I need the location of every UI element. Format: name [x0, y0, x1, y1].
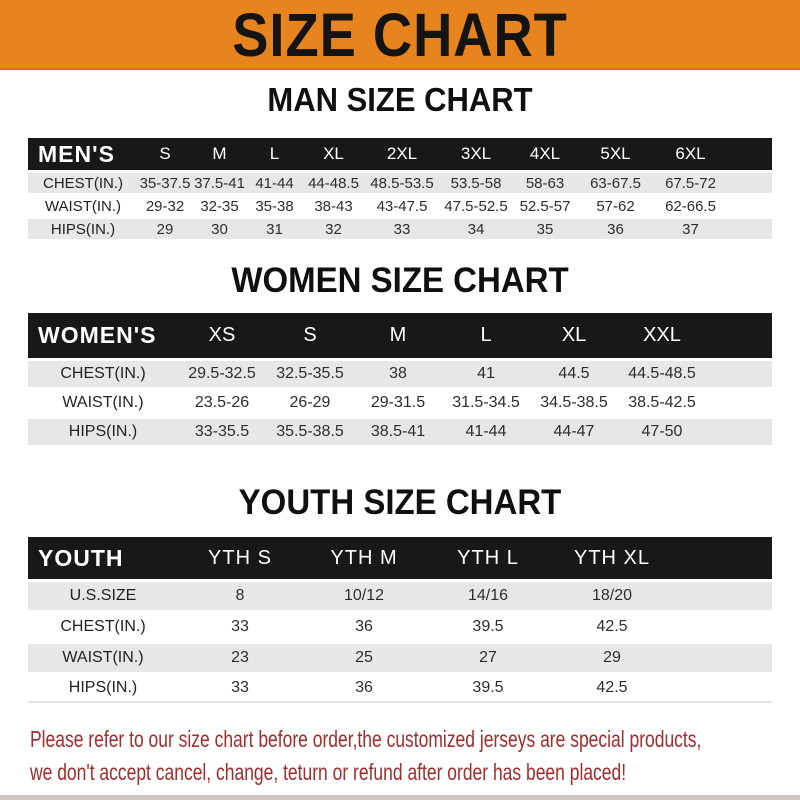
row-label: HIPS(IN.) [28, 216, 138, 239]
size-cell: 33-35.5 [178, 416, 266, 445]
table-row [28, 579, 772, 610]
size-cell: 33 [178, 672, 302, 703]
size-column-header: M [192, 138, 247, 170]
size-cell: 35.5-38.5 [266, 416, 354, 445]
bottom-edge-strip [0, 795, 800, 800]
size-cell: 38.5-41 [354, 416, 442, 445]
size-column-header: XL [302, 138, 365, 170]
size-cell: 36 [302, 672, 426, 703]
row-label: U.S.SIZE [28, 579, 178, 610]
table-row [28, 358, 772, 387]
women-header-row [28, 313, 772, 358]
size-cell: 33 [365, 216, 439, 239]
spacer-cell [727, 216, 772, 239]
size-cell: 43-47.5 [365, 193, 439, 216]
size-column-header: M [354, 313, 442, 358]
youth-size-heading: YOUTH SIZE CHART [238, 481, 562, 522]
row-label: WAIST(IN.) [28, 193, 138, 216]
spacer-cell [706, 416, 772, 445]
size-column-header: L [247, 138, 302, 170]
size-cell: 29.5-32.5 [178, 358, 266, 387]
size-cell: 53.5-58 [439, 170, 513, 193]
size-cell: 36 [302, 610, 426, 641]
table-row [28, 387, 772, 416]
women-size-table [28, 313, 772, 445]
size-column-header: XL [530, 313, 618, 358]
table-label: WOMEN'S [28, 313, 178, 358]
size-cell: 47-50 [618, 416, 706, 445]
size-cell: 48.5-53.5 [365, 170, 439, 193]
table-label: MEN'S [28, 138, 138, 170]
disclaimer [30, 723, 800, 789]
size-column-header: 6XL [654, 138, 727, 170]
size-cell: 29 [138, 216, 192, 239]
women-size-section [0, 259, 800, 445]
size-cell: 25 [302, 641, 426, 672]
size-cell: 37 [654, 216, 727, 239]
size-column-header: YTH M [302, 537, 426, 579]
spacer-cell [706, 358, 772, 387]
size-column-header: XXL [618, 313, 706, 358]
spacer-cell [674, 672, 772, 703]
size-column-header: S [266, 313, 354, 358]
row-label: HIPS(IN.) [28, 672, 178, 703]
size-cell: 38 [354, 358, 442, 387]
row-label: WAIST(IN.) [28, 641, 178, 672]
size-column-header: YTH L [426, 537, 550, 579]
size-cell: 29-32 [138, 193, 192, 216]
size-cell: 67.5-72 [654, 170, 727, 193]
table-label: YOUTH [28, 537, 178, 579]
size-column-header: XS [178, 313, 266, 358]
size-cell: 33 [178, 610, 302, 641]
size-cell: 42.5 [550, 610, 674, 641]
youth-header-row [28, 537, 772, 579]
youth-size-section [0, 481, 800, 703]
size-cell: 44.5 [530, 358, 618, 387]
banner-title: SIZE CHART [232, 0, 568, 69]
size-cell: 36 [577, 216, 654, 239]
size-cell: 44-48.5 [302, 170, 365, 193]
size-cell: 10/12 [302, 579, 426, 610]
men-header-row [28, 138, 772, 170]
size-column-header: YTH XL [550, 537, 674, 579]
size-cell: 44.5-48.5 [618, 358, 706, 387]
table-row [28, 216, 772, 239]
size-column-header: 4XL [513, 138, 577, 170]
table-row [28, 416, 772, 445]
size-cell: 35-37.5 [138, 170, 192, 193]
size-cell: 38-43 [302, 193, 365, 216]
youth-size-table [28, 537, 772, 703]
size-cell: 29 [550, 641, 674, 672]
size-cell: 32.5-35.5 [266, 358, 354, 387]
men-size-table [28, 138, 772, 239]
size-cell: 23.5-26 [178, 387, 266, 416]
size-cell: 37.5-41 [192, 170, 247, 193]
size-cell: 34.5-38.5 [530, 387, 618, 416]
row-label: HIPS(IN.) [28, 416, 178, 445]
size-cell: 41-44 [247, 170, 302, 193]
size-cell: 29-31.5 [354, 387, 442, 416]
size-column-header: 2XL [365, 138, 439, 170]
size-cell: 27 [426, 641, 550, 672]
size-cell: 39.5 [426, 672, 550, 703]
spacer-cell [727, 170, 772, 193]
size-cell: 63-67.5 [577, 170, 654, 193]
spacer-cell [674, 579, 772, 610]
size-cell: 31.5-34.5 [442, 387, 530, 416]
spacer-cell [674, 537, 772, 579]
size-column-header: YTH S [178, 537, 302, 579]
size-cell: 31 [247, 216, 302, 239]
disclaimer-line-2: we don't accept cancel, change, teturn or refund after order has been placed! [30, 759, 627, 785]
size-cell: 41 [442, 358, 530, 387]
size-cell: 52.5-57 [513, 193, 577, 216]
row-label: CHEST(IN.) [28, 170, 138, 193]
man-size-section [0, 80, 800, 239]
size-cell: 26-29 [266, 387, 354, 416]
size-cell: 18/20 [550, 579, 674, 610]
spacer-cell [706, 387, 772, 416]
size-cell: 39.5 [426, 610, 550, 641]
size-cell: 38.5-42.5 [618, 387, 706, 416]
size-column-header: 5XL [577, 138, 654, 170]
row-label: CHEST(IN.) [28, 358, 178, 387]
spacer-cell [727, 193, 772, 216]
size-cell: 58-63 [513, 170, 577, 193]
size-cell: 34 [439, 216, 513, 239]
size-cell: 30 [192, 216, 247, 239]
row-label: WAIST(IN.) [28, 387, 178, 416]
charts-main [0, 80, 800, 703]
size-column-header: L [442, 313, 530, 358]
table-row [28, 672, 772, 703]
size-column-header: 3XL [439, 138, 513, 170]
size-cell: 47.5-52.5 [439, 193, 513, 216]
spacer-cell [727, 138, 772, 170]
size-cell: 44-47 [530, 416, 618, 445]
women-size-heading: WOMEN SIZE CHART [231, 259, 569, 300]
size-cell: 8 [178, 579, 302, 610]
row-label: CHEST(IN.) [28, 610, 178, 641]
size-cell: 32 [302, 216, 365, 239]
size-cell: 62-66.5 [654, 193, 727, 216]
size-cell: 32-35 [192, 193, 247, 216]
man-size-heading: MAN SIZE CHART [267, 80, 533, 119]
size-cell: 41-44 [442, 416, 530, 445]
spacer-cell [674, 610, 772, 641]
size-cell: 14/16 [426, 579, 550, 610]
size-cell: 23 [178, 641, 302, 672]
table-row [28, 610, 772, 641]
disclaimer-line-1: Please refer to our size chart before order,the customized jerseys are special products, [30, 726, 702, 752]
table-row [28, 641, 772, 672]
table-row [28, 170, 772, 193]
size-cell: 35 [513, 216, 577, 239]
spacer-cell [706, 313, 772, 358]
size-column-header: S [138, 138, 192, 170]
banner [0, 0, 800, 70]
size-cell: 57-62 [577, 193, 654, 216]
spacer-cell [674, 641, 772, 672]
size-cell: 42.5 [550, 672, 674, 703]
table-row [28, 193, 772, 216]
size-cell: 35-38 [247, 193, 302, 216]
